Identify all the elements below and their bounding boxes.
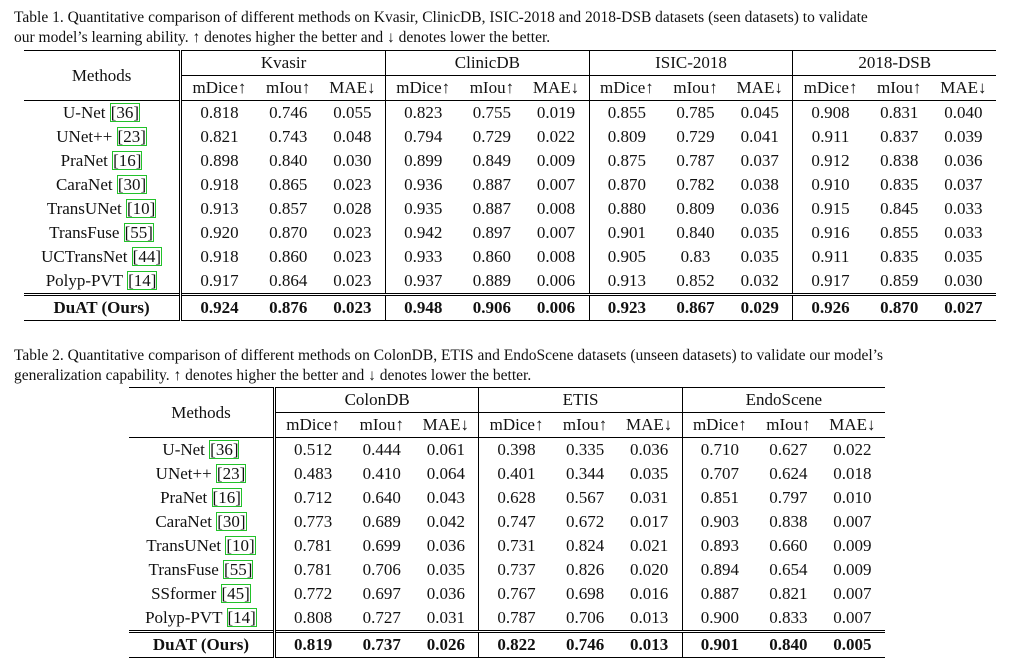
table2-value-cell: 0.016 [617,582,683,606]
table1-value-cell: 0.889 [472,271,511,290]
table2-citation: [30] [217,512,246,531]
table1-value-cell: 0.035 [944,247,983,266]
table2-value-cell: 0.401 [497,464,536,483]
table1-value-cell: 0.037 [727,149,793,173]
table1-metric-header: MAE↓ [523,76,589,101]
table2-row-polyp-pvt [129,606,885,632]
table1-method-cell [24,125,181,149]
table1-value-cell: 0.809 [607,127,646,146]
table2-value-cell: 0.035 [617,462,683,486]
table1-value-cell: 0.905 [607,247,646,266]
table2-value-cell: 0.007 [833,608,872,627]
table1-method-name: TransFuse [49,223,120,242]
table1-ours-value: 0.029 [727,295,793,321]
table2-value-cell: 0.737 [497,560,536,579]
table2-ours-method: DuAT (Ours) [129,632,274,658]
table2-citation: [23] [216,464,246,483]
table2-value-cell: 0.036 [413,534,479,558]
table2-citation: [45] [221,584,250,603]
table2 [129,387,885,658]
table1-value-cell: 0.048 [320,125,386,149]
table2-method-name: SSformer [151,584,217,603]
table1-value-cell: 0.908 [793,101,868,126]
table1-value-cell: 0.831 [868,101,931,126]
table1-value-cell: 0.880 [607,199,646,218]
table2-value-cell: 0.731 [497,536,536,555]
table2-value-cell: 0.706 [362,560,401,579]
table2-value-cell: 0.640 [362,488,401,507]
table1-value-cell: 0.915 [811,199,850,218]
table1-row-polyp-pvt [24,269,996,295]
table1-method-name: Polyp-PVT [45,271,123,290]
table1-value-cell: 0.033 [944,223,983,242]
table2-value-cell: 0.727 [362,608,401,627]
table1-value-cell: 0.008 [523,197,589,221]
table1-value-cell: 0.887 [472,175,511,194]
table1-value-cell: 0.920 [200,223,239,242]
table1-value-cell: 0.038 [727,173,793,197]
table2-value-cell: 0.747 [497,512,536,531]
table2-metric-header: mDice↑ [692,415,747,434]
table1-value-cell: 0.030 [320,149,386,173]
table1-value-cell: 0.855 [880,223,919,242]
table1-value-cell: 0.864 [269,271,308,290]
table1-value-cell: 0.897 [472,223,511,242]
table2-value-cell: 0.689 [362,512,401,531]
table2-row-duat-ours [129,632,885,658]
table2-method-name: TransFuse [148,560,219,579]
table1-value-cell: 0.729 [472,127,511,146]
table1-citation: [10] [127,199,156,218]
table1-citation: [44] [132,247,161,266]
table2-value-cell: 0.018 [833,464,872,483]
table1-value-cell: 0.933 [404,247,443,266]
table1-value-cell: 0.006 [523,269,589,295]
table2-caption-line2: generalization capability. ↑ denotes higher the better and ↓ denotes lower the better. [14,367,532,384]
table2-citation: [10] [226,536,255,555]
table1-ours-value: 0.006 [523,295,589,321]
table1-value-cell: 0.037 [944,175,983,194]
table2-method-cell [129,558,274,582]
table1-value-cell: 0.913 [200,199,239,218]
table1-row-duat-ours [24,295,996,321]
table2-value-cell: 0.660 [769,536,808,555]
table2-metric-header: mDice↑ [286,415,341,434]
table1-citation: [30] [117,175,147,194]
table1-value-cell: 0.837 [880,127,919,146]
table1-value-cell: 0.855 [589,101,664,126]
table2-method-cell [129,462,274,486]
table1-value-cell: 0.916 [811,223,850,242]
table1-value-cell: 0.887 [472,199,511,218]
table2-ours-value: 0.822 [479,632,554,658]
table1-value-cell: 0.835 [880,247,919,266]
table2-metric-header: mDice↑ [489,415,544,434]
table1-value-cell: 0.840 [269,151,308,170]
table1-row-unet- [24,125,996,149]
table1-metric-header: mDice↑ [192,78,247,97]
table1-value-cell: 0.912 [811,151,850,170]
table2-value-cell: 0.797 [769,488,808,507]
table1-value-cell: 0.898 [200,151,239,170]
table2-value-cell: 0.007 [833,512,872,531]
table1-value-cell: 0.910 [811,175,850,194]
table2-ours-value: 0.013 [617,632,683,658]
table2-value-cell: 0.893 [700,536,739,555]
table2-metric-header: MAE↓ [617,413,683,438]
table1-caption [14,8,868,48]
table1-ours-value: 0.924 [181,295,257,321]
table2-row-caranet [129,510,885,534]
table1-value-cell: 0.035 [727,221,793,245]
table2-value-cell: 0.398 [479,438,554,463]
table2-row-u-net [129,438,885,463]
table2-value-cell: 0.697 [362,584,401,603]
table1-value-cell: 0.782 [676,175,715,194]
table1-metric-header: mIou↑ [877,78,922,97]
table1-group-isic-2018: ISIC-2018 [589,51,793,76]
table1-value-cell: 0.007 [523,221,589,245]
table2-method-name: CaraNet [155,512,212,531]
table1-method-cell [24,149,181,173]
table1-value-cell: 0.823 [386,101,461,126]
table2-value-cell: 0.710 [682,438,757,463]
table1-value-cell: 0.787 [676,151,715,170]
table2-ours-value: 0.901 [682,632,757,658]
table1-value-cell: 0.041 [727,125,793,149]
table2-metric-header: mIou↑ [359,415,404,434]
table2-citation: [55] [224,560,253,579]
table2-value-cell: 0.009 [833,536,872,555]
table2-value-cell: 0.021 [617,534,683,558]
table1 [24,50,996,321]
table1-value-cell: 0.917 [811,271,850,290]
table1-value-cell: 0.009 [523,149,589,173]
table1-value-cell: 0.911 [811,127,850,146]
table1-value-cell: 0.935 [404,199,443,218]
table1-value-cell: 0.860 [472,247,511,266]
table1-group-kvasir: Kvasir [181,51,386,76]
table2-citation: [36] [210,440,239,459]
table2-value-cell: 0.064 [413,462,479,486]
table1-value-cell: 0.794 [404,127,443,146]
table2-method-cell [129,510,274,534]
table2-value-cell: 0.787 [497,608,536,627]
table1-ours-value: 0.923 [589,295,664,321]
table1-value-cell: 0.849 [472,151,511,170]
table1-metric-header: mIou↑ [673,78,718,97]
table1-metric-header: mDice↑ [599,78,654,97]
table1-citation: [16] [113,151,142,170]
table1-method-name: PraNet [60,151,108,170]
table1-citation: [36] [110,103,140,122]
table2-value-cell: 0.036 [413,582,479,606]
table2-value-cell: 0.838 [769,512,808,531]
table1-caption-line1: Table 1. Quantitative comparison of different methods on Kvasir, ClinicDB, ISIC-2018 and 2018-DSB datasets (seen datasets) to validate [14,9,868,26]
table2-value-cell: 0.698 [565,584,605,603]
table2-value-cell: 0.483 [294,464,333,483]
table1-value-cell: 0.008 [523,245,589,269]
table1-value-cell: 0.045 [727,101,793,126]
table2-value-cell: 0.781 [294,560,333,579]
table1-method-cell [24,101,181,126]
table2-value-cell: 0.781 [294,536,333,555]
table2-metric-header: mIou↑ [766,415,811,434]
table2-ours-value: 0.737 [350,632,413,658]
table2-value-cell: 0.512 [274,438,350,463]
table1-value-cell: 0.942 [404,223,443,242]
table1-value-cell: 0.035 [727,245,793,269]
table2-metric-header: mIou↑ [562,415,608,434]
table1-value-cell: 0.729 [676,127,715,146]
table1-value-cell: 0.835 [880,175,919,194]
table2-row-transfuse [129,558,885,582]
table1-value-cell: 0.917 [200,271,239,290]
table2-value-cell: 0.628 [497,488,536,507]
table1-value-cell: 0.743 [269,127,308,146]
table2-method-cell [129,438,274,463]
table1-group-clinicdb: ClinicDB [386,51,590,76]
table2-method-cell [129,534,274,558]
table1-value-cell: 0.785 [664,101,727,126]
table2-value-cell: 0.010 [833,488,872,507]
table1-value-cell: 0.875 [607,151,646,170]
table1-value-cell: 0.818 [181,101,257,126]
table1-value-cell: 0.821 [200,127,239,146]
table1-method-cell [24,197,181,221]
table2-ours-value: 0.840 [757,632,820,658]
table1-value-cell: 0.809 [676,199,715,218]
table1-metric-header: mIou↑ [266,78,311,97]
table2-method-name: PraNet [160,488,208,507]
table2-value-cell: 0.824 [565,536,605,555]
table1-value-cell: 0.023 [320,269,386,295]
table1-method-name: UNet++ [56,127,113,146]
table1-value-cell: 0.838 [880,151,919,170]
table2-value-cell: 0.851 [700,488,739,507]
table1-row-pranet [24,149,996,173]
table1-value-cell: 0.032 [727,269,793,295]
table2-method-name: TransUNet [146,536,222,555]
table2-value-cell: 0.772 [294,584,333,603]
table1-ours-value: 0.926 [793,295,868,321]
table1-value-cell: 0.913 [607,271,646,290]
table2-methods-header: Methods [129,388,274,438]
table1-row-u-net [24,101,996,126]
table1-value-cell: 0.055 [320,101,386,126]
table2-method-name: UNet++ [155,464,212,483]
table1-group-2018-dsb: 2018-DSB [793,51,996,76]
table1-value-cell: 0.023 [320,245,386,269]
table1-citation: [14] [128,271,157,290]
table1-ours-value: 0.948 [386,295,461,321]
table2-row-transunet [129,534,885,558]
table2-caption [14,346,883,386]
table1-method-cell [24,245,181,269]
table2-value-cell: 0.013 [617,606,683,632]
table2-value-cell: 0.335 [554,438,617,463]
table2-row-ssformer [129,582,885,606]
table1-value-cell: 0.023 [320,173,386,197]
table1-value-cell: 0.019 [523,101,589,126]
table1-row-transunet [24,197,996,221]
table1-value-cell: 0.040 [931,101,996,126]
table2-value-cell: 0.707 [700,464,739,483]
table1-value-cell: 0.036 [727,197,793,221]
table2-row-pranet [129,486,885,510]
table2-value-cell: 0.007 [833,584,872,603]
table1-value-cell: 0.859 [880,271,919,290]
table1-method-name: TransUNet [46,199,122,218]
table1-metric-header: MAE↓ [320,76,386,101]
table2-value-cell: 0.567 [565,488,605,507]
table2-value-cell: 0.624 [769,464,808,483]
table1-value-cell: 0.030 [944,271,983,290]
table2-value-cell: 0.826 [565,560,605,579]
table1-value-cell: 0.911 [811,247,850,266]
table2-ours-value: 0.005 [820,632,885,658]
table2-value-cell: 0.061 [413,438,479,463]
table1-ours-value: 0.876 [257,295,320,321]
table1-value-cell: 0.918 [200,247,239,266]
table1-value-cell: 0.746 [257,101,320,126]
table2-caption-line1: Table 2. Quantitative comparison of different methods on ColonDB, ETIS and EndoScene datasets (unseen datasets) to validate our model’s [14,347,883,364]
table2-metric-header: MAE↓ [413,413,479,438]
table2-value-cell: 0.627 [757,438,820,463]
table1-ours-value: 0.867 [664,295,727,321]
table1-value-cell: 0.937 [404,271,443,290]
table2-method-cell [129,606,274,632]
table1-value-cell: 0.901 [607,223,646,242]
table2-value-cell: 0.767 [497,584,536,603]
table2-value-cell: 0.903 [700,512,739,531]
table1-row-uctransnet [24,245,996,269]
table2-value-cell: 0.009 [833,560,872,579]
table1-method-name: CaraNet [55,175,113,194]
table1-ours-value: 0.906 [460,295,523,321]
table2-group-endoscene: EndoScene [682,388,885,413]
table1-value-cell: 0.022 [523,125,589,149]
table2-ours-value: 0.746 [554,632,617,658]
table2-group-etis: ETIS [479,388,682,413]
table2-value-cell: 0.031 [413,606,479,632]
table1-metric-header: MAE↓ [727,76,793,101]
table2-value-cell: 0.833 [769,608,808,627]
table1-metric-header: mDice↑ [803,78,858,97]
table2-value-cell: 0.900 [700,608,739,627]
table2-value-cell: 0.444 [350,438,413,463]
table2-method-name: Polyp-PVT [145,608,223,627]
table1-value-cell: 0.936 [404,175,443,194]
table2-method-name: U-Net [162,440,205,459]
table1-ours-value: 0.027 [931,295,996,321]
table2-metric-header: MAE↓ [829,415,876,434]
table2-value-cell: 0.020 [617,558,683,582]
table1-citation: [23] [117,127,146,146]
table2-method-cell [129,486,274,510]
table2-value-cell: 0.712 [294,488,333,507]
table2-value-cell: 0.654 [769,560,808,579]
table1-value-cell: 0.028 [320,197,386,221]
table1-method-cell [24,221,181,245]
table2-value-cell: 0.036 [617,438,683,463]
table1-value-cell: 0.899 [404,151,443,170]
table1-value-cell: 0.870 [269,223,308,242]
table2-ours-value: 0.026 [413,632,479,658]
table1-value-cell: 0.852 [676,271,715,290]
table1-value-cell: 0.039 [944,127,983,146]
table1-caption-line2: our model’s learning ability. ↑ denotes higher the better and ↓ denotes lower the better. [14,29,551,46]
table2-row-unet- [129,462,885,486]
table1-method-cell [24,173,181,197]
table1-value-cell: 0.007 [523,173,589,197]
table2-value-cell: 0.808 [294,608,333,627]
table2-method-cell [129,582,274,606]
table2-value-cell: 0.344 [565,464,605,483]
table2-value-cell: 0.706 [565,608,605,627]
table2-value-cell: 0.887 [700,584,739,603]
table2-value-cell: 0.672 [565,512,605,531]
table1-ours-value: 0.023 [320,295,386,321]
table1-value-cell: 0.83 [680,247,711,266]
table2-value-cell: 0.773 [294,512,333,531]
table1-row-transfuse [24,221,996,245]
table1-value-cell: 0.755 [460,101,523,126]
table1-value-cell: 0.865 [269,175,308,194]
table1-citation: [55] [124,223,153,242]
table1-value-cell: 0.870 [607,175,646,194]
table2-value-cell: 0.410 [362,464,401,483]
table1-value-cell: 0.840 [676,223,715,242]
table2-value-cell: 0.043 [413,486,479,510]
table2-value-cell: 0.022 [820,438,885,463]
table1-value-cell: 0.845 [880,199,919,218]
table2-ours-value: 0.819 [274,632,350,658]
table2-value-cell: 0.017 [617,510,683,534]
table1-method-name: U-Net [63,103,106,122]
table1-method-name: UCTransNet [41,247,128,266]
table1-methods-header: Methods [24,51,181,101]
table1-metric-header: mIou↑ [469,78,515,97]
table1-value-cell: 0.918 [200,175,239,194]
table2-group-colondb: ColonDB [274,388,479,413]
table1-ours-value: 0.870 [868,295,931,321]
table1-value-cell: 0.036 [944,151,983,170]
table1-method-cell [24,269,181,295]
table2-value-cell: 0.699 [362,536,401,555]
table2-citation: [14] [227,608,256,627]
table2-value-cell: 0.035 [413,558,479,582]
table1-value-cell: 0.033 [944,199,983,218]
table2-value-cell: 0.042 [413,510,479,534]
table1-group-header-row [24,51,996,76]
table1-value-cell: 0.860 [269,247,308,266]
table1-value-cell: 0.023 [320,221,386,245]
table1-metric-header: MAE↓ [940,78,987,97]
table2-citation: [16] [212,488,241,507]
table2-value-cell: 0.031 [617,486,683,510]
table2-value-cell: 0.821 [769,584,808,603]
table2-group-header-row [129,388,885,413]
table1-ours-method: DuAT (Ours) [24,295,181,321]
table1-value-cell: 0.857 [269,199,308,218]
table2-value-cell: 0.894 [700,560,739,579]
table1-row-caranet [24,173,996,197]
table1-metric-header: mDice↑ [396,78,451,97]
